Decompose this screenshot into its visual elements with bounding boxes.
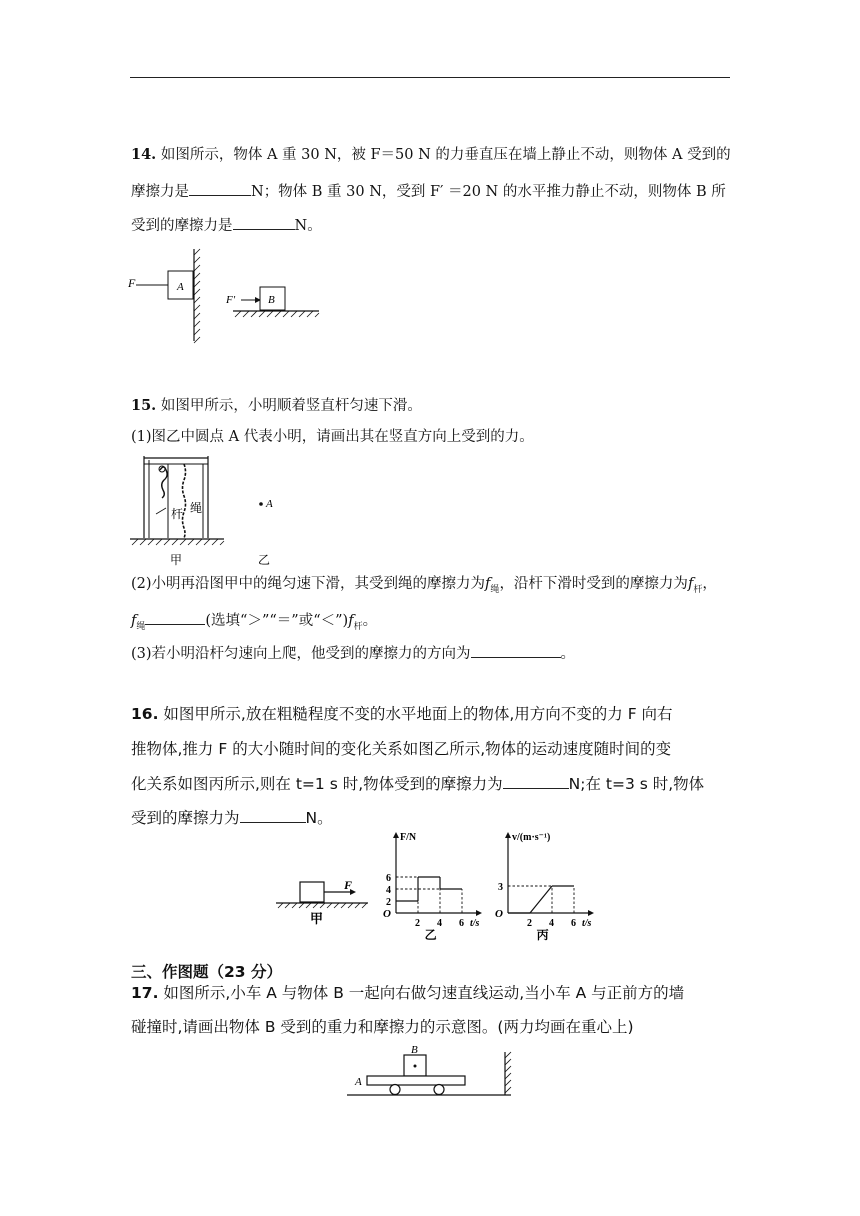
q15-point-A-label: A (266, 498, 273, 510)
q17-cart-A-label: A (355, 1076, 362, 1088)
q14-block-A-label: A (177, 281, 184, 293)
q15-text3c: 。 (362, 613, 378, 629)
q15-label-sheng: 绳 (190, 501, 203, 515)
y-tick-label: 6 (386, 873, 391, 884)
q15-number: 15. (131, 397, 157, 414)
q15-text2a: (2)小明再沿图甲中的绳匀速下滑，其受到绳的摩擦力为 (131, 576, 486, 592)
y-axis-label: F/N (400, 832, 417, 843)
x-tick-label: 2 (415, 918, 420, 929)
chart-caption: 丙 (536, 928, 549, 942)
q17-wheel-right (434, 1085, 444, 1095)
q17-block-B-center (414, 1065, 417, 1068)
q15-figure (128, 452, 288, 570)
q15-sub-gan: 杆 (693, 584, 703, 595)
q16-line1 (131, 705, 673, 724)
q14-blank2[interactable] (233, 215, 295, 230)
q15-rope (183, 464, 186, 538)
q16-number: 16. (131, 705, 159, 723)
section3-title: 三、作图题（23 分） (131, 963, 282, 981)
q16-blank2[interactable] (240, 808, 306, 823)
x-axis-arrow (588, 910, 594, 916)
q15-f-symbol-3: f (131, 613, 137, 629)
q14-figure (125, 245, 325, 345)
y-tick-label: 4 (386, 885, 391, 896)
q16-figure-jia (270, 870, 380, 930)
origin-label: O (383, 908, 391, 920)
q14-text1: 如图所示，物体 A 重 30 N，被 F＝50 N 的力垂直压在墙上静止不动，则物体 A 受到的 (160, 147, 731, 163)
q15-caption-yi: 乙 (258, 553, 271, 567)
q17-figure (345, 1044, 520, 1100)
q15-text1: 如图甲所示，小明顺着竖直杆匀速下滑。 (160, 398, 422, 414)
q16-block (300, 882, 324, 902)
q15-part2-cont (131, 610, 377, 633)
q14-text2b: N；物体 B 重 30 N，受到 F′ ＝20 N 的水平推力静止不动，则物体 B 所 (251, 184, 726, 200)
q15-caption-jia: 甲 (170, 553, 183, 567)
q16-text3b: N;在 t=3 s 时,物体 (568, 775, 705, 793)
q14-text3b: N。 (294, 218, 322, 234)
q15-blank2[interactable] (471, 643, 561, 658)
q17-wheel-left (390, 1085, 400, 1095)
y-tick-label: 2 (386, 897, 391, 908)
q15-part2 (131, 576, 717, 596)
header-rule (130, 77, 730, 78)
q15-sub-gan-2: 杆 (353, 621, 363, 632)
q16-line3 (131, 774, 704, 794)
q15-text4: (3)若小明沿杆匀速向上爬，他受到的摩擦力的方向为 (131, 646, 471, 662)
q17-line1 (131, 984, 684, 1003)
q16-text1: 如图甲所示,放在粗糙程度不变的水平地面上的物体,用方向不变的力 F 向右 (163, 705, 673, 723)
q16-line2: 推物体,推力 F 的大小随时间的变化关系如图乙所示,物体的运动速度随时间的变 (131, 740, 672, 758)
q17-cart-A (367, 1076, 465, 1085)
q15-text4-end: 。 (560, 646, 576, 662)
q14-blank1[interactable] (189, 181, 251, 196)
q15-f-symbol-4: f (348, 613, 354, 629)
x-axis-label: t/s (470, 918, 480, 929)
q15-f-symbol-2: f (687, 576, 694, 592)
q16-text3a: 化关系如图丙所示,则在 t=1 s 时,物体受到的摩擦力为 (131, 775, 503, 793)
q14-text3a: 受到的摩擦力是 (131, 218, 233, 234)
q15-blank1[interactable] (145, 610, 205, 625)
q14-number: 14. (131, 146, 157, 163)
x-tick-label: 4 (437, 918, 442, 929)
q15-line1 (131, 397, 422, 415)
q15-f-symbol: f (485, 576, 491, 592)
q16-chart-velocity (486, 828, 596, 942)
y-axis-arrow (393, 832, 399, 838)
origin-label: O (495, 908, 503, 920)
q15-sub-sheng: 绳 (490, 584, 500, 595)
q16-chart-force (374, 828, 484, 942)
q16-line4 (131, 808, 333, 828)
q15-text3b: (选填“＞”“＝”或“＜”) (205, 613, 349, 629)
chart-caption: 乙 (424, 928, 437, 942)
q15-text2b: ，沿杆下滑时受到的摩擦力为 (499, 576, 688, 592)
y-axis-label: v/(m·s⁻¹) (512, 832, 551, 843)
series-segment (530, 886, 552, 913)
x-tick-label: 6 (459, 918, 464, 929)
q16-text4a: 受到的摩擦力为 (131, 809, 240, 827)
q14-text2a: 摩擦力是 (131, 184, 189, 200)
q14-block-B-label: B (268, 294, 275, 306)
q14-line2 (131, 181, 726, 201)
q14-wall-hatch (194, 249, 200, 343)
q17-text1: 如图所示,小车 A 与物体 B 一起向右做匀速直线运动,当小车 A 与正前方的墙 (163, 984, 685, 1002)
x-tick-label: 6 (571, 918, 576, 929)
q14-line1 (131, 146, 731, 164)
x-tick-label: 2 (527, 918, 532, 929)
q14-force-F-label: F (128, 276, 136, 290)
x-tick-label: 4 (549, 918, 554, 929)
q15-point-A (259, 502, 263, 506)
q16-text4b: N。 (305, 809, 333, 827)
y-axis-arrow (505, 832, 511, 838)
q14-force-Fp-label: F′ (226, 294, 236, 306)
x-axis-arrow (476, 910, 482, 916)
q17-line2: 碰撞时,请画出物体 B 受到的重力和摩擦力的示意图。(两力均画在重心上) (131, 1018, 634, 1036)
y-tick-label: 3 (498, 882, 503, 893)
x-axis-label: t/s (582, 918, 592, 929)
q15-part1: (1)图乙中圆点 A 代表小明，请画出其在竖直方向上受到的力。 (131, 429, 534, 445)
q15-label-gan: 杆 (171, 507, 184, 521)
q16-blank1[interactable] (503, 774, 569, 789)
q16-caption-jia: 甲 (310, 911, 324, 926)
q16-force-F-label: F (344, 878, 353, 892)
q14-line3 (131, 215, 322, 235)
q17-number: 17. (131, 984, 159, 1002)
q15-part3 (131, 643, 575, 663)
q15-sub-sheng-2: 绳 (136, 621, 146, 632)
q15-text2c: ， (702, 576, 717, 592)
q17-block-B-label: B (411, 1044, 418, 1056)
